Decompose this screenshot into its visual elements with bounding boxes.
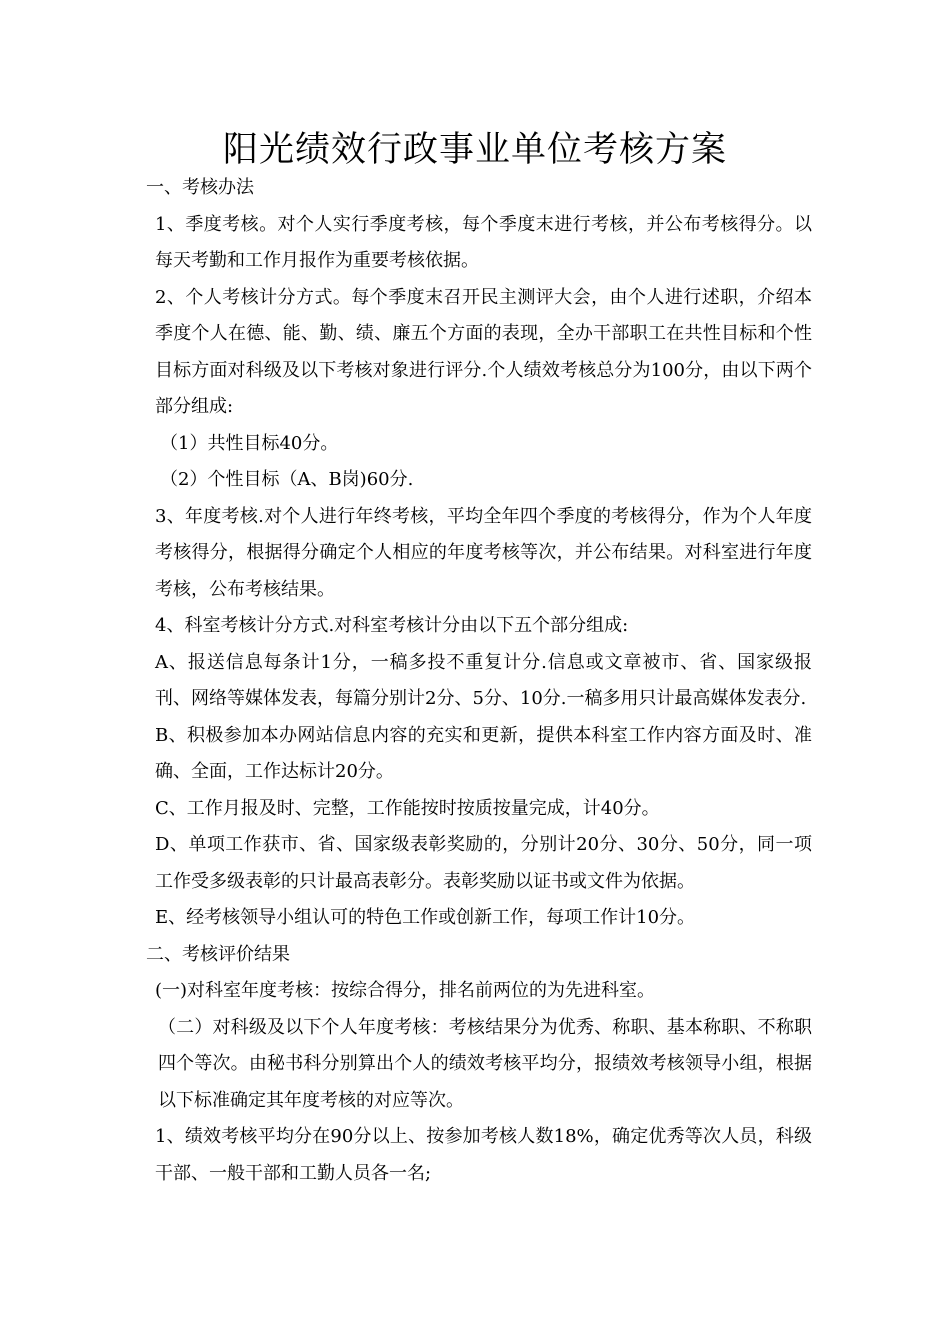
paragraph-department-scoring: 4、科室考核计分方式.对科室考核计分由以下五个部分组成: xyxy=(155,615,629,636)
paragraph-personal-scoring: 2、个人考核计分方式。每个季度末召开民主测评大会，由个人进行述职，介绍本季度个人在德、能、勤、绩、廉五个方面的表现，全办干部职工在共性目标和个性目标方面对科级及以下考核对象进行评分.个人绩效考核总分为100分，由以下两个部分组成: xyxy=(155,286,812,417)
paragraph-excellent-criteria: 1、绩效考核平均分在90分以上、按参加考核人数18%，确定优秀等次人员，科级干部、一般干部和工勤人员各一名; xyxy=(155,1126,812,1184)
paragraph-quarterly-assessment: 1、季度考核。对个人实行季度考核，每个季度末进行考核，并公布考核得分。以每天考勤和工作月报作为重要考核依据。 xyxy=(155,213,812,271)
paragraph-item-b: B、积极参加本办网站信息内容的充实和更新，提供本科室工作内容方面及时、准确、全面，工作达标计20分。 xyxy=(155,724,812,782)
paragraph-item-e: E、经考核领导小组认可的特色工作或创新工作，每项工作计10分。 xyxy=(155,907,696,928)
section-heading-evaluation-results: 二、考核评价结果 xyxy=(146,943,290,965)
paragraph-item-a: A、报送信息每条计1分，一稿多投不重复计分.信息或文章被市、省、国家级报刊、网络等媒体发表，每篇分别计2分、5分、10分.一稿多用只计最高媒体发表分. xyxy=(155,651,812,709)
paragraph-individual-target: （2）个性目标（A、B岗)60分. xyxy=(160,469,414,490)
paragraph-department-annual: (一)对科室年度考核：按综合得分，排名前两位的为先进科室。 xyxy=(155,980,656,1001)
paragraph-individual-annual: （二）对科级及以下个人年度考核：考核结果分为优秀、称职、基本称职、不称职四个等次。由秘书科分别算出个人的绩效考核平均分，报绩效考核领导小组，根据以下标准确定其年度考核的对应等次。 xyxy=(158,1016,812,1111)
document-body xyxy=(146,170,812,1192)
paragraph-common-target: （1）共性目标40分。 xyxy=(160,432,339,454)
paragraph-item-d: D、单项工作获市、省、国家级表彰奖励的，分别计20分、30分、50分，同一项工作受多级表彰的只计最高表彰分。表彰奖励以证书或文件为依据。 xyxy=(155,834,812,892)
document-title: 阳光绩效行政事业单位考核方案 xyxy=(222,130,727,170)
paragraph-item-c: C、工作月报及时、完整，工作能按时按质按量完成，计40分。 xyxy=(155,797,660,819)
paragraph-annual-assessment: 3、年度考核.对个人进行年终考核，平均全年四个季度的考核得分，作为个人年度考核得分，根据得分确定个人相应的年度考核等次，并公布结果。对科室进行年度考核，公布考核结果。 xyxy=(155,505,812,600)
section-heading-assessment-method: 一、考核办法 xyxy=(146,177,254,198)
